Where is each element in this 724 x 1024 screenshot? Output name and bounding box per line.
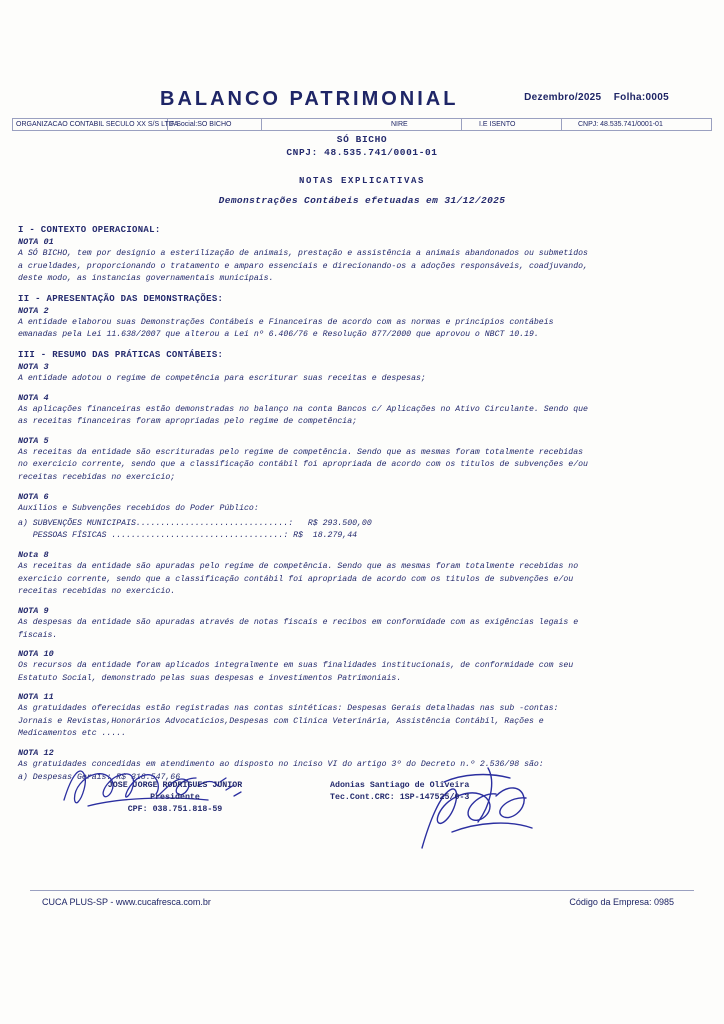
footer-left: CUCA PLUS-SP - www.cucafresca.com.br <box>42 897 211 907</box>
strip-nire-label: NIRE <box>391 121 408 128</box>
paragraph: no exercicio corrente, sendo que a classificação contábil foi apropriada de acordo com os titulos de subvenções e/ou <box>18 460 588 470</box>
note-label-10: NOTA 10 <box>18 649 54 660</box>
note-label-12: NOTA 12 <box>18 748 54 759</box>
strip-accountant: ORGANIZACAO CONTABIL SECULO XX S/S LTDA <box>16 121 179 128</box>
paragraph: As receitas da entidade são escrituradas pelo regime de competência. Sendo que as mesmas foram totalmente recebidas <box>18 447 584 457</box>
note-label-4: NOTA 4 <box>18 392 49 403</box>
notes-body <box>18 216 678 784</box>
note-item: a) SUBVENÇÕES MUNICIPAIS...............................: R$ 293.500,00 <box>18 519 372 529</box>
signature-left <box>60 780 290 816</box>
paragraph: receitas recebidas no exercicio; <box>18 472 176 482</box>
strip-ie: I.E ISENTO <box>479 121 516 128</box>
paragraph: emanadas pela Lei 11.638/2007 que alterou a Lei nº 6.406/76 e Resolução 877/2000 que aprovou o NBCT 10.19. <box>18 330 539 340</box>
paragraph: receitas recebidas no exercicio. <box>18 587 176 597</box>
section-heading-3: III - RESUMO DAS PRÁTICAS CONTÁBEIS: <box>18 349 224 360</box>
strip-divider <box>261 119 262 130</box>
note-label-11: NOTA 11 <box>18 692 54 703</box>
page-title: BALANCO PATRIMONIAL <box>160 88 459 110</box>
paragraph: a) Despesas Gerais: R$ 318.547,66 <box>18 772 181 782</box>
paragraph: A entidade elaborou suas Demonstrações Contábeis e Financeiras de acordo com as normas e principios contábeis <box>18 317 554 327</box>
notes-title: NOTAS EXPLICATIVAS <box>298 176 426 186</box>
strip-company: F Social:SO BICHO <box>170 121 232 128</box>
signature-right-doc: Tec.Cont.CRC: 1SP-147525/0-3 <box>330 793 470 802</box>
paragraph: As aplicações financeiras estão demonstradas no balanço na conta Bancos c/ Aplicações no Ativo Circulante. Sendo que <box>18 404 588 414</box>
handwritten-signature-right <box>392 762 612 858</box>
note-label-6: NOTA 6 <box>18 491 49 502</box>
notes-subtitle: Demonstrações Contábeis efetuadas em 31/12/2025 <box>218 195 506 206</box>
paragraph: Estatuto Social, demonstrado pelas suas despesas e investimentos Patrimoniais. <box>18 673 402 683</box>
signature-left-role: Presidente <box>150 793 200 802</box>
paragraph: fiscais. <box>18 630 58 640</box>
paragraph: A SÓ BICHO, tem por designio a esterilização de animais, prestação e assistência a animais abandonados ou submetidos <box>18 249 588 258</box>
paragraph: deste modo, as instancias governamentais municipais. <box>18 274 274 284</box>
section-heading-2: II - APRESENTAÇÃO DAS DEMONSTRAÇÕES: <box>18 293 224 304</box>
strip-divider <box>461 119 462 130</box>
identification-strip <box>12 118 712 131</box>
strip-divider <box>561 119 562 130</box>
paragraph: a crueldades, proporcionando o tratamento e amparo essenciais e direcionando-os a adoções responsáveis, coadjuvando, <box>18 261 588 271</box>
section-heading-1: I - CONTEXTO OPERACIONAL: <box>18 225 161 235</box>
section-note-3: NOTA 3 <box>18 361 49 372</box>
paragraph: As gratuidades oferecidas estão registradas nas contas sintéticas: Despesas Gerais detalhadas nas sub -contas: <box>18 704 559 714</box>
paragraph: As despesas da entidade são apuradas através de notas fiscais e recibos em conformidade com as exigências legais e <box>18 617 579 627</box>
signature-left-name: JOSE JORGE RODRIGUES JUNIOR <box>107 781 243 790</box>
header-period-sheet <box>524 92 669 103</box>
footer-right: Código da Empresa: 0985 <box>569 897 674 907</box>
note-item: PESSOAS FÍSICAS ...................................: R$ 18.279,44 <box>18 531 358 541</box>
note-label-5: NOTA 5 <box>18 435 49 446</box>
section-note-1: NOTA 01 <box>18 237 54 247</box>
company-block <box>0 133 724 159</box>
paragraph: Medicamentos etc ..... <box>18 729 127 739</box>
paragraph: Auxilios e Subvenções recebidos do Poder Público: <box>18 503 259 513</box>
header-period: Dezembro/2025 <box>524 92 602 103</box>
paragraph: Os recursos da entidade foram aplicados integralmente em suas finalidades institucionais, de conformidade com seu <box>18 661 574 671</box>
note-label-9: NOTA 9 <box>18 605 49 616</box>
paragraph: Jornais e Revistas,Honorários Advocaticios,Despesas com Clinica Veterinária, Assistência Contábil, Rações e <box>18 716 544 726</box>
header-sheet: Folha:0005 <box>613 92 669 103</box>
paragraph: As gratuidades concedidas em atendimento ao disposto no inciso VI do artigo 3º do Decreto n.º 2.536/98 são: <box>18 760 544 770</box>
note-label-8: Nota 8 <box>18 550 49 561</box>
company-cnpj: CNPJ: 48.535.741/0001-01 <box>286 147 438 158</box>
signature-left-doc: CPF: 038.751.818-59 <box>127 805 223 814</box>
company-name: SÓ BICHO <box>336 134 388 145</box>
signature-zone <box>0 770 724 880</box>
paragraph: as receitas financeiras foram apropriadas pelo regime de competência; <box>18 417 358 427</box>
section-note-2: NOTA 2 <box>18 305 49 316</box>
paragraph: A entidade adotou o regime de competência para escriturar suas receitas e despesas; <box>18 373 426 383</box>
footer-divider <box>30 890 694 891</box>
signature-right-name: Adonias Santiago de Oliveira <box>330 781 470 790</box>
signature-right <box>330 780 580 804</box>
paragraph: As receitas da entidade são apuradas pelo regime de competência. Sendo que as mesmas foram totalmente recebidas no <box>18 562 579 572</box>
strip-cnpj: CNPJ: 48.535.741/0001-01 <box>578 121 663 128</box>
paragraph: exercicio corrente, sendo que a classificação contábil foi apropriada de acordo com os titulos de subvenções e/ou <box>18 574 574 584</box>
